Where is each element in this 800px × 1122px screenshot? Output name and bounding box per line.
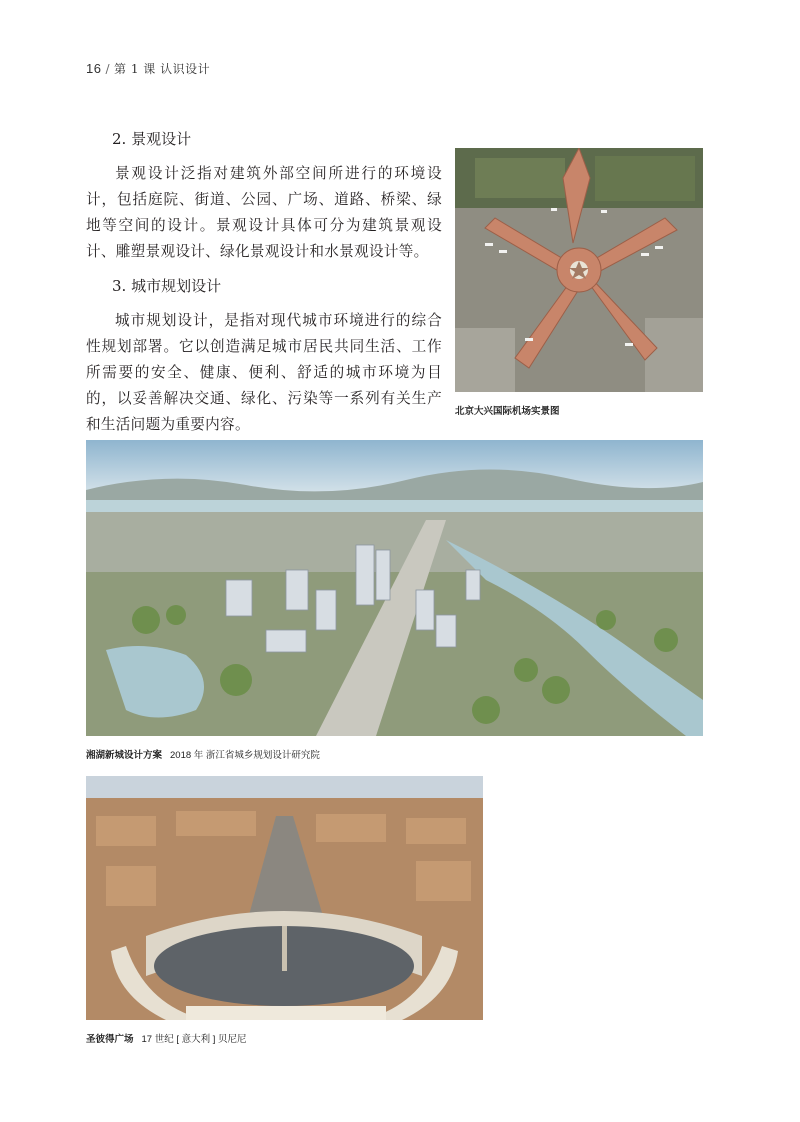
masterplan-caption-title: 湘湖新城设计方案	[86, 750, 163, 761]
paragraph-landscape: 景观设计泛指对建筑外部空间所进行的环境设计，包括庭院、街道、公园、广场、道路、桥梁、绿地等空间的设计。景观设计具体可分为建筑景观设计、雕塑景观设计、绿化景观设计和水景观设计等。	[86, 165, 442, 260]
square-illustration	[86, 776, 483, 1020]
square-caption	[86, 1031, 247, 1045]
square-caption-detail: 17 世纪 [ 意大利 ] 贝尼尼	[141, 1034, 247, 1045]
page-number: 16	[86, 61, 102, 76]
masterplan-caption-detail: 2018 年 浙江省城乡规划设计研究院	[170, 750, 320, 761]
masterplan-illustration	[86, 440, 703, 736]
section-heading-landscape: 2. 景观设计	[112, 130, 192, 148]
square-caption-title: 圣彼得广场	[86, 1034, 134, 1045]
running-head-separator: /	[105, 62, 111, 76]
masterplan-caption	[86, 747, 320, 761]
airport-illustration	[455, 148, 703, 392]
masterplan-rendering	[86, 440, 703, 736]
st-peters-square-photo	[86, 776, 483, 1020]
running-head	[86, 60, 210, 77]
paragraph-urban-planning: 城市规划设计，是指对现代城市环境进行的综合性规划部署。它以创造满足城市居民共同生活、工作所需要的安全、健康、便利、舒适的城市环境为目的，以妥善解决交通、绿化、污染等一系列有关生产和生活问题为重要内容。	[86, 312, 442, 433]
body-text-column	[86, 128, 442, 448]
airport-photo	[455, 148, 703, 392]
lesson-title: 第 1 课 认识设计	[114, 62, 211, 76]
airport-caption	[455, 403, 560, 417]
section-heading-urban-planning: 3. 城市规划设计	[112, 277, 222, 295]
airport-caption-title: 北京大兴国际机场实景图	[455, 406, 560, 417]
